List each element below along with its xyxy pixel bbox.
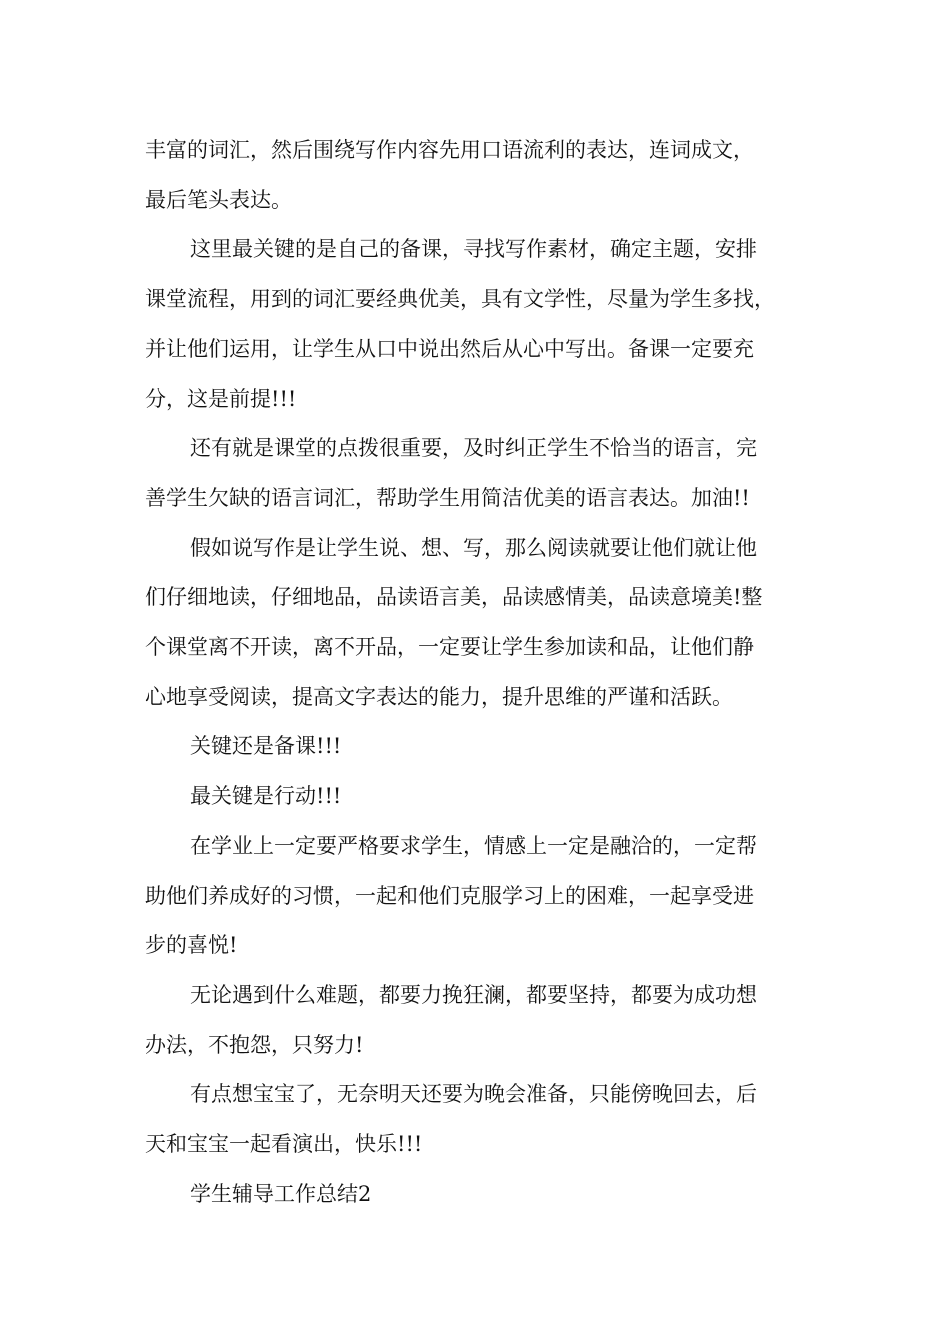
text-line: 学生辅导工作总结2 [190,1181,372,1206]
document-body [145,126,815,1219]
paragraph [145,772,815,822]
text-line: 有点想宝宝了，无奈明天还要为晚会准备，只能傍晚回去，后 [190,1082,757,1107]
text-line: 这里最关键的是自己的备课，寻找写作素材，确定主题，安排 [190,237,757,262]
text-line: 关键还是备课!!! [190,734,342,759]
text-line: 办法，不抱怨，只努力! [145,1032,364,1057]
text-line: 助他们养成好的习惯，一起和他们克服学习上的困难，一起享受进 [145,883,754,908]
text-line: 假如说写作是让学生说、想、写，那么阅读就要让他们就让他 [190,535,757,560]
paragraph [145,822,815,971]
text-line: 还有就是课堂的点拨很重要，及时纠正学生不恰当的语言，完 [190,436,757,461]
text-line: 天和宝宝一起看演出，快乐!!! [145,1132,423,1157]
text-line: 最后笔头表达。 [145,187,292,212]
text-line: 步的喜悦! [145,933,238,958]
paragraph [145,524,815,723]
paragraph [145,126,815,225]
text-line: 在学业上一定要严格要求学生，情感上一定是融洽的，一定帮 [190,833,757,858]
section-heading [145,1170,815,1220]
text-line: 课堂流程，用到的词汇要经典优美，具有文学性，尽量为学生多找， [145,287,775,312]
text-line: 善学生欠缺的语言词汇，帮助学生用简洁优美的语言表达。加油!! [145,485,750,510]
paragraph [145,1070,815,1169]
paragraph [145,971,815,1070]
text-line: 最关键是行动!!! [190,784,342,809]
paragraph [145,225,815,424]
text-line: 并让他们运用，让学生从口中说出然后从心中写出。备课一定要充 [145,336,754,361]
paragraph [145,722,815,772]
text-line: 无论遇到什么难题，都要力挽狂澜，都要坚持，都要为成功想 [190,982,757,1007]
text-line: 个课堂离不开读，离不开品，一定要让学生参加读和品，让他们静 [145,635,754,660]
paragraph [145,424,815,523]
text-line: 心地享受阅读，提高文字表达的能力，提升思维的严谨和活跃。 [145,684,733,709]
text-line: 们仔细地读，仔细地品，品读语言美，品读感情美，品读意境美!整 [145,585,763,610]
text-line: 分，这是前提!!! [145,386,297,411]
text-line: 丰富的词汇，然后围绕写作内容先用口语流利的表达，连词成文， [145,138,754,162]
